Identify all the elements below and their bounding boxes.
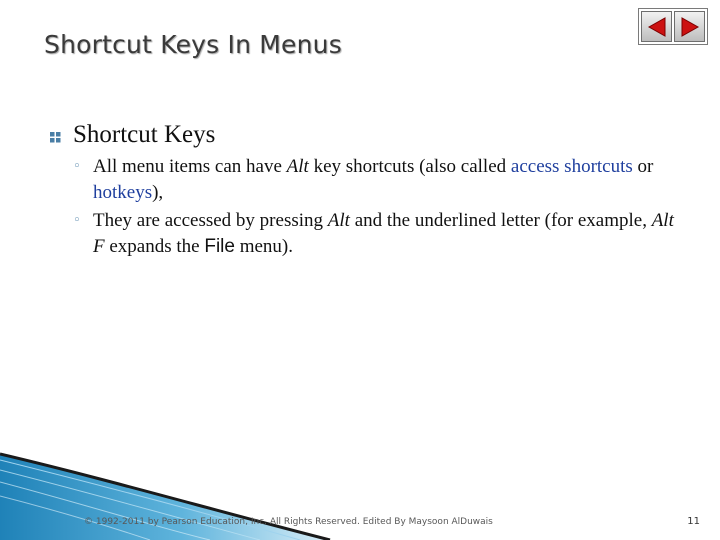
text-run: and the underlined letter (for example, [349, 210, 652, 231]
text-run: or [632, 156, 654, 177]
sub-bullet-item [73, 208, 690, 260]
text-run: key shortcuts (also called [308, 156, 511, 177]
alt-f-key-text: Alt F [93, 210, 674, 257]
bullet-item [50, 118, 690, 152]
sub-bullet-item [73, 154, 690, 206]
sub-bullet-text [93, 208, 683, 260]
circle-bullet-icon: ◦ [73, 213, 81, 228]
triangle-right-icon [679, 16, 701, 38]
text-run: expands the [104, 236, 205, 257]
hotkeys-term: hotkeys [93, 182, 153, 203]
alt-key-text: Alt [327, 210, 350, 231]
footer-copyright: © 1992-2011 by Pearson Education, Inc. All Rights Reserved. Edited By Maysoon AlDuwais [84, 517, 493, 527]
sub-bullet-text [93, 154, 683, 206]
page-number: 11 [687, 516, 700, 527]
access-shortcuts-term: access shortcuts [510, 156, 633, 177]
text-run: All menu items can have [93, 156, 287, 177]
triangle-left-icon [646, 16, 668, 38]
slide-navigation [638, 8, 708, 45]
circle-bullet-icon: ◦ [73, 159, 81, 174]
file-menu-name: File [204, 236, 235, 257]
slide-body [50, 118, 690, 260]
slide-title: Shortcut Keys In Menus [44, 30, 342, 59]
text-run: ), [152, 182, 164, 203]
bullet-text: Shortcut Keys [73, 121, 216, 148]
bullet-icon [50, 118, 73, 147]
next-slide-button[interactable] [674, 11, 705, 42]
alt-key-text: Alt [286, 156, 309, 177]
text-run: menu). [234, 236, 294, 257]
text-run: They are accessed by pressing [93, 210, 328, 231]
previous-slide-button[interactable] [641, 11, 672, 42]
